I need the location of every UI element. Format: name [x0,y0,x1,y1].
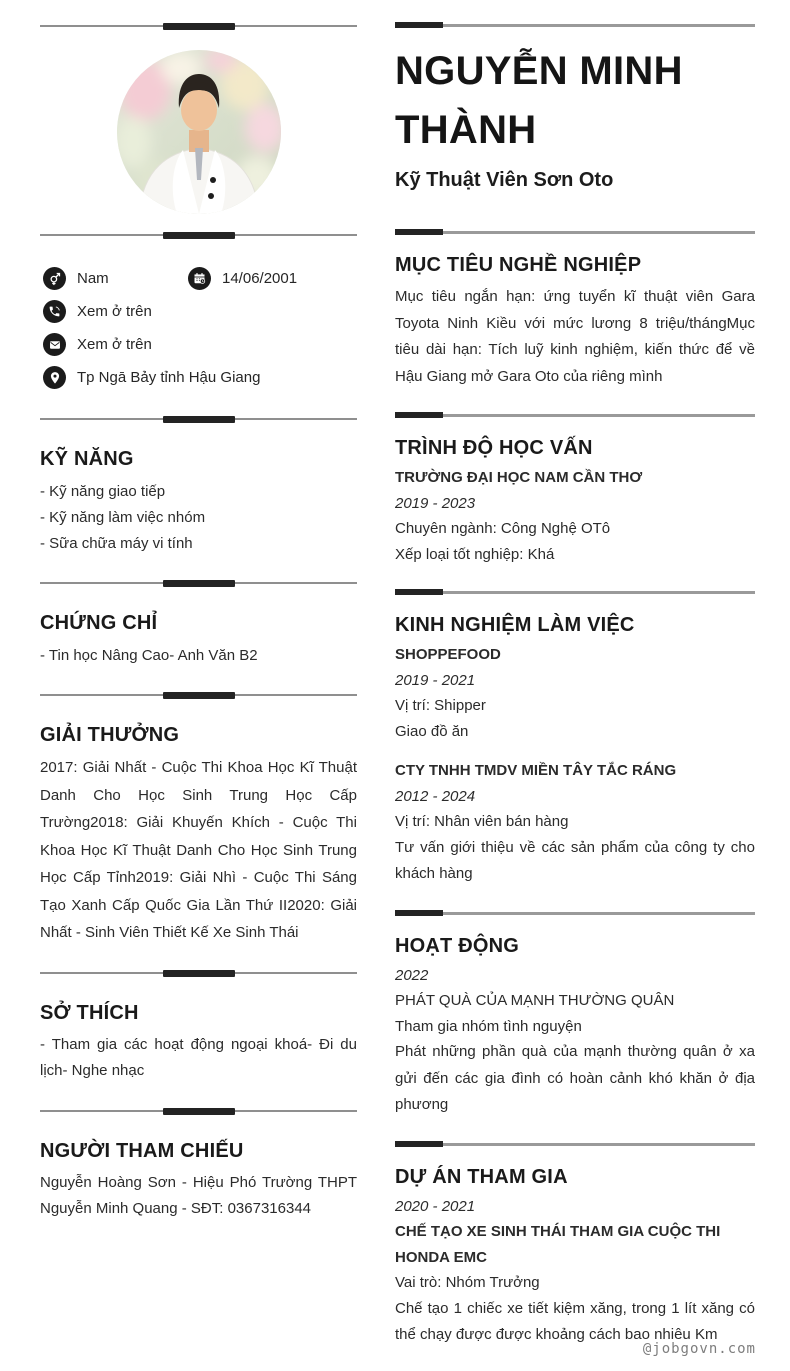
job-company: SHOPPEFOOD [395,646,501,663]
certificate-item: - Tin học Nâng Cao- Anh Văn B2 [40,647,258,664]
info-row-phone [40,300,357,323]
job-position: Vị trí: Nhân viên bán hàng [395,813,569,830]
email-icon [43,333,66,356]
info-row-gender-birthday [40,267,357,290]
skills-list [40,479,357,557]
divider [395,22,755,28]
watermark: @jobgovn.com [642,1341,756,1357]
divider [40,580,357,587]
gender-value: Nam [77,270,109,287]
info-row-address [40,366,357,389]
contact-info [40,267,357,389]
gender-icon [43,267,66,290]
divider [40,970,357,977]
education-major: Chuyên ngành: Công Nghệ OTô [395,520,611,537]
divider [40,416,357,423]
job-period: 2019 - 2021 [395,671,476,689]
job-description: Tư vấn giới thiệu về các sản phẩm của công ty cho khách hàng [395,838,755,882]
skill-item: - Kỹ năng làm việc nhóm [40,509,206,526]
birthday-value: 14/06/2001 [222,270,298,287]
address-value: Tp Ngā Bảy tỉnh Hậu Giang [77,369,261,386]
location-icon [43,366,66,389]
birthday-field [185,267,297,290]
activity-role: Tham gia nhóm tình nguyện [395,1017,582,1035]
divider [395,1141,755,1147]
project-period: 2020 - 2021 [395,1197,476,1215]
certificates-list [40,643,357,669]
education-entry [395,465,755,567]
education-period: 2019 - 2023 [395,494,476,512]
phone-icon [43,300,66,323]
project-role: Vai trò: Nhóm Trưởng [395,1274,540,1291]
divider [40,23,357,30]
candidate-name: NGUYỄN MINH THÀNH [395,49,683,152]
activity-description: Phát những phần quà của mạnh thường quân ở xa gửi đến các gia đình có hoàn cảnh khó khăn ở địa phương [395,1043,755,1113]
skill-item: - Kỹ năng giao tiếp [40,483,166,500]
section-title-hobbies: SỞ THÍCH [40,1001,139,1024]
divider [395,412,755,418]
divider [40,232,357,239]
experience-entry [395,758,755,888]
right-column [395,0,755,1349]
objective-text: Mục tiêu ngắn hạn: ứng tuyển kĩ thuật viên Gara Toyota Ninh Kiều với mức lương 8 triệu/thángMục tiêu dài hạn: Tích luỹ kinh nghiệm, kiến thức để về Hậu Giang mở Gara Oto của riêng mình [395,288,755,385]
gender-field [40,267,185,290]
activity-period: 2022 [395,966,429,984]
education-school: TRƯỜNG ĐẠI HỌC NAM CẦN THƠ [395,469,643,486]
photo-container [40,50,357,214]
job-position: Vị trí: Shipper [395,697,486,714]
experience-entry [395,642,755,744]
section-title-skills: KỸ NĂNG [40,448,134,470]
divider [395,229,755,235]
project-description: Chế tạo 1 chiếc xe tiết kiệm xăng, trong 1 lít xăng có thể chạy được được khoảng cách bao nhiêu Km [395,1299,755,1343]
info-row-email [40,333,357,356]
section-title-projects: DỰ ÁN THAM GIA [395,1165,568,1188]
section-title-references: NGƯỜI THAM CHIẾU [40,1139,244,1162]
section-title-certificates: CHỨNG CHỈ [40,612,158,634]
job-description: Giao đồ ăn [395,722,469,740]
project-name: CHẾ TẠO XE SINH THÁI THAM GIA CUỘC THI HONDA EMC [395,1223,721,1266]
section-title-objective: MỤC TIÊU NGHỀ NGHIỆP [395,254,642,276]
section-title-activities: HOẠT ĐỘNG [395,934,520,957]
divider [40,1108,357,1115]
section-title-experience: KINH NGHIỆM LÀM VIỆC [395,614,635,636]
education-grade: Xếp loại tốt nghiệp: Khá [395,545,555,563]
awards-text: 2017: Giải Nhất - Cuộc Thi Khoa Học Kĩ Thuật Danh Cho Học Sinh Trung Học Cấp Trường2018: Giải Khuyến Khích - Cuộc Thi Khoa Học Kĩ Thuật Danh Cho Học Sinh Trung Học Cấp Tỉnh2019: Giải Nhì - Cuộc Thi Sáng Tạo Xanh Cấp Quốc Gia Lần Thứ II2020: Giải Nhất - Sinh Viên Thiết Kế Xe Sinh Thái [40,759,357,941]
phone-value: Xem ở trên [77,303,152,320]
skill-item: - Sữa chữa máy vi tính [40,535,193,552]
activity-name: PHÁT QUÀ CỦA MẠNH THƯỜNG QUÂN [395,992,675,1009]
left-column [40,0,357,1223]
divider [395,910,755,916]
references-text: Nguyễn Hoàng Sơn - Hiệu Phó Trường THPT Nguyễn Minh Quang - SĐT: 0367316344 [40,1173,357,1217]
calendar-icon [188,267,211,290]
section-title-awards: GIẢI THƯỞNG [40,724,180,746]
section-title-education: TRÌNH ĐỘ HỌC VẤN [395,437,593,459]
profile-photo [117,50,281,214]
project-entry [395,1194,755,1349]
job-period: 2012 - 2024 [395,787,476,805]
divider [395,589,755,595]
hobbies-text: - Tham gia các hoạt động ngoại khoá- Đi du lịch- Nghe nhạc [40,1035,357,1079]
job-company: CTY TNHH TMDV MIỀN TÂY TẮC RÁNG [395,762,677,779]
divider [40,692,357,699]
activity-entry [395,963,755,1119]
email-value: Xem ở trên [77,336,152,353]
candidate-job-title: Kỹ Thuật Viên Sơn Oto [395,169,614,191]
